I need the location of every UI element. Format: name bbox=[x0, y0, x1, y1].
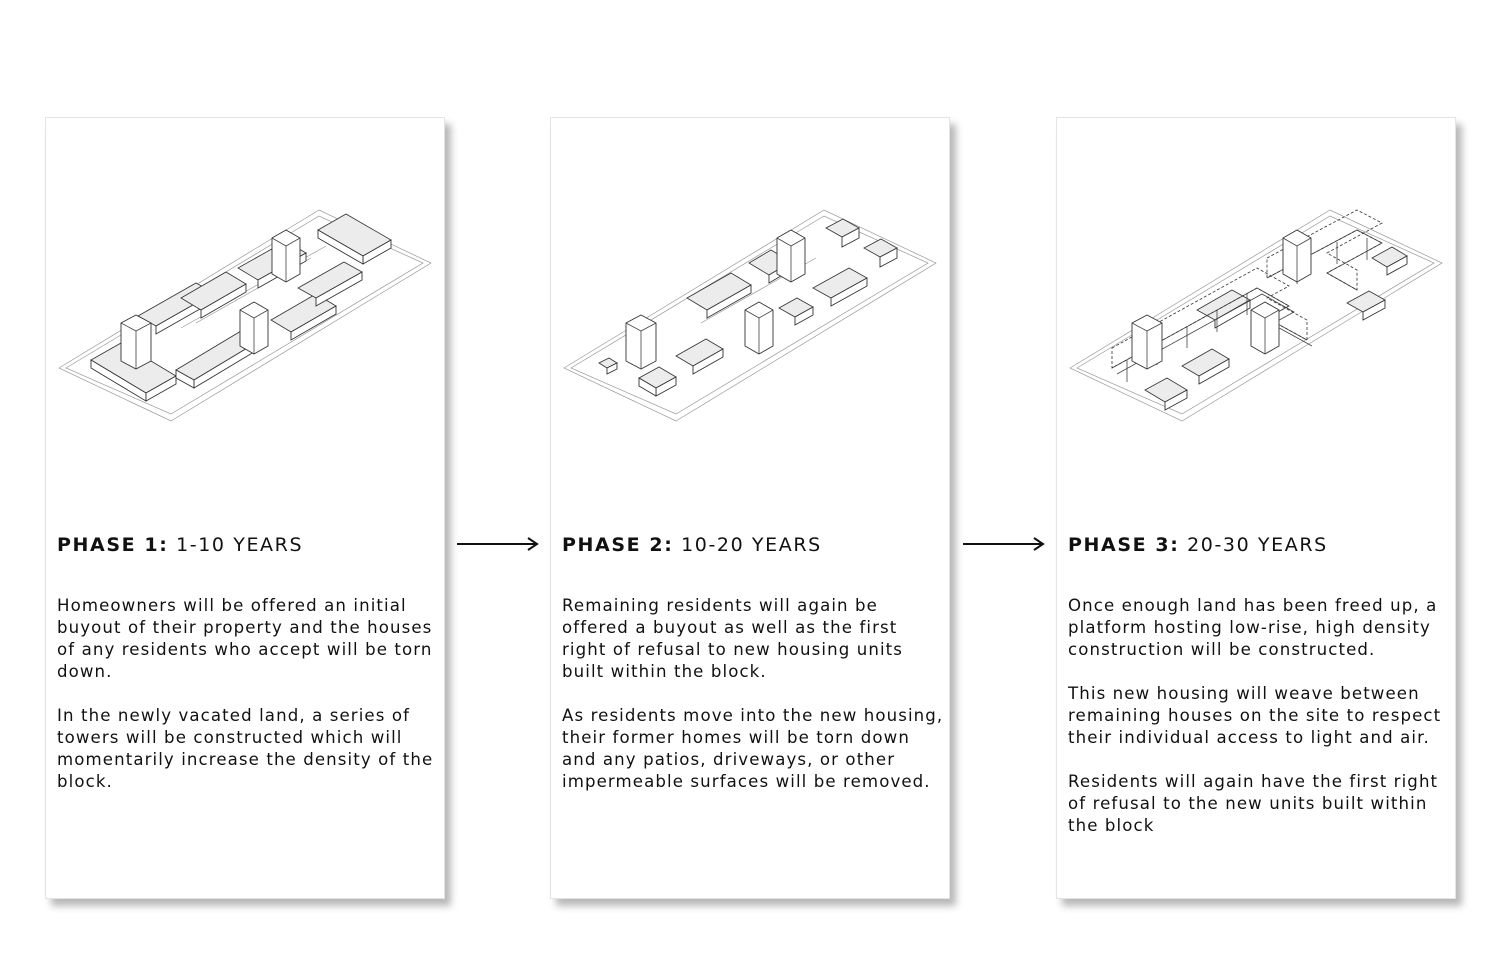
isometric-block-towers-icon bbox=[46, 198, 446, 528]
isometric-block-cleared-icon bbox=[551, 198, 951, 528]
phase-1-card bbox=[45, 117, 445, 899]
phase-2-description bbox=[562, 595, 948, 815]
phase-1-paragraph: In the newly vacated land, a series of towers will be constructed which will momentarily increase the density of the block. bbox=[57, 706, 434, 791]
arrow-right-icon bbox=[962, 536, 1046, 552]
phase-3-label: PHASE 3: bbox=[1068, 534, 1180, 556]
isometric-block-platform-icon bbox=[1057, 198, 1457, 528]
phase-1-paragraph: Homeowners will be offered an initial buyout of their property and the houses of any residents who accept will be torn down. bbox=[57, 596, 433, 681]
phase-1-description bbox=[57, 595, 443, 815]
phase-3-paragraph: Residents will again have the first right of refusal to the new units built within the block bbox=[1068, 772, 1439, 835]
phase-1-heading bbox=[57, 534, 303, 556]
phase-2-period: 10-20 YEARS bbox=[681, 534, 822, 556]
phase-3-paragraph: This new housing will weave between remaining houses on the site to respect their individual access to light and air. bbox=[1068, 684, 1442, 747]
phase-3-period: 20-30 YEARS bbox=[1187, 534, 1328, 556]
phase-3-card bbox=[1056, 117, 1456, 899]
phase-1-period: 1-10 YEARS bbox=[176, 534, 304, 556]
phase-1-label: PHASE 1: bbox=[57, 534, 169, 556]
phase-2-paragraph: As residents move into the new housing, their former homes will be torn down and any patios, driveways, or other impermeable surfaces will be removed. bbox=[562, 706, 944, 791]
phase-3-paragraph: Once enough land has been freed up, a platform hosting low-rise, high density construction will be constructed. bbox=[1068, 596, 1438, 659]
phase-2-card bbox=[550, 117, 950, 899]
phase-3-description bbox=[1068, 595, 1454, 859]
phase-3-heading bbox=[1068, 534, 1328, 556]
arrow-right-icon bbox=[456, 536, 540, 552]
phase-2-heading bbox=[562, 534, 822, 556]
phase-2-paragraph: Remaining residents will again be offered a buyout as well as the first right of refusal to new housing units built within the block. bbox=[562, 596, 904, 681]
phase-2-label: PHASE 2: bbox=[562, 534, 674, 556]
